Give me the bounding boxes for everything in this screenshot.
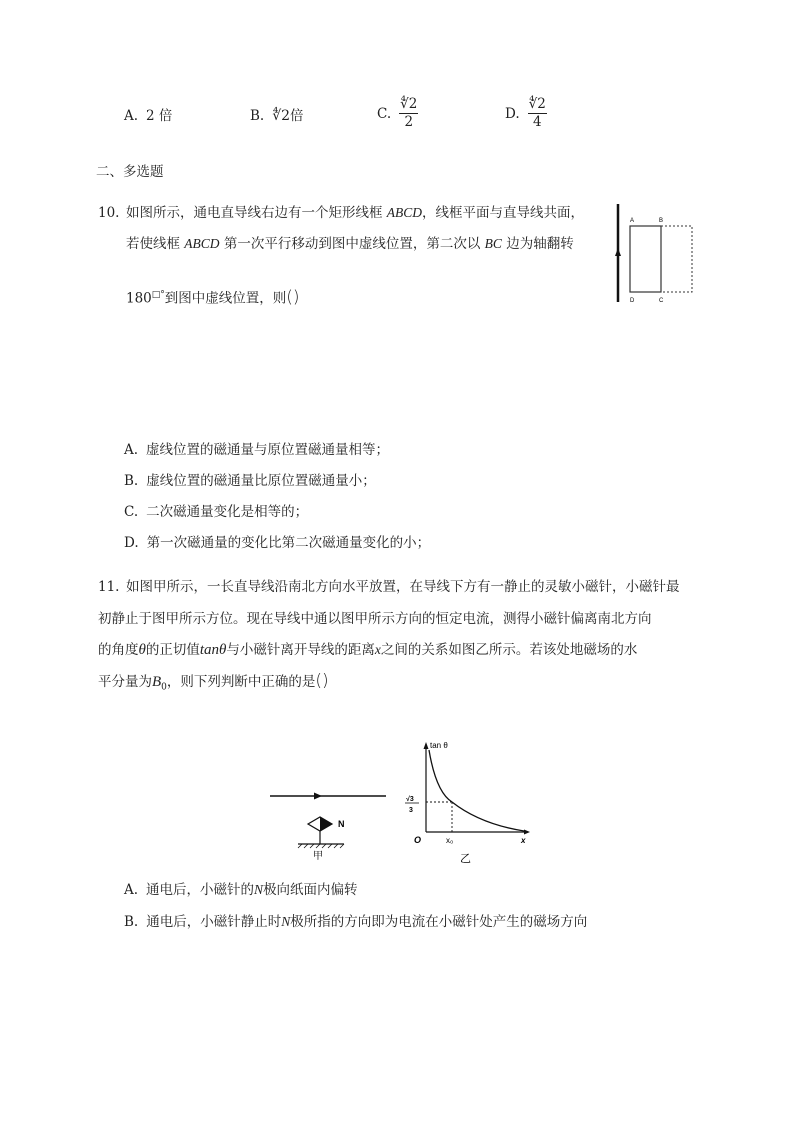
q11-line-2: 初静止于图甲所示方位。现在导线中通以图甲所示方向的恒定电流，测得小磁针偏离南北方向 bbox=[98, 611, 652, 627]
n-label: N bbox=[338, 819, 345, 829]
q10-option-a bbox=[124, 440, 389, 460]
math-subscript: 0 bbox=[161, 682, 167, 693]
math-x: x bbox=[374, 642, 381, 657]
x-tick-label: x₀ bbox=[446, 836, 454, 845]
text: 的角度 bbox=[98, 642, 139, 658]
y-tick-num: √3 bbox=[406, 796, 414, 803]
text: 第一次平行移动到图中虚线位置，第二次以 bbox=[219, 236, 485, 252]
label-d: D bbox=[630, 298, 635, 304]
fraction-denominator: 2 bbox=[404, 114, 414, 130]
angle-value: 180 bbox=[126, 290, 152, 307]
answer-paren: () bbox=[315, 671, 329, 691]
loop-dashed bbox=[661, 226, 692, 292]
option-text: 虚线位置的磁通量与原位置磁通量相等； bbox=[146, 442, 390, 458]
option-label: A. bbox=[124, 108, 139, 124]
math-n: N bbox=[281, 914, 291, 929]
fraction bbox=[528, 96, 547, 131]
q11-option-b bbox=[124, 912, 587, 932]
text: ，线框平面与直导线共面， bbox=[422, 205, 585, 221]
y-tick-den: 3 bbox=[409, 807, 413, 814]
option-label: C. bbox=[377, 105, 392, 122]
option-label: B. bbox=[124, 473, 139, 489]
q10-line-2 bbox=[126, 234, 574, 254]
math-n: N bbox=[254, 882, 264, 897]
option-text: 二次磁通量变化是相等的； bbox=[146, 504, 309, 520]
math: ABCD bbox=[184, 236, 220, 251]
option-label: B. bbox=[250, 108, 265, 124]
q11-figure-yi bbox=[400, 740, 540, 866]
text: 若使线框 bbox=[126, 236, 185, 252]
q10-option-b bbox=[124, 471, 376, 491]
option-text: 第一次磁通量的变化比第二次磁通量变化的小； bbox=[146, 535, 431, 551]
option-text: 虚线位置的磁通量比原位置磁通量小； bbox=[146, 473, 376, 489]
option-label: D. bbox=[124, 535, 139, 551]
option-text: 通电后，小磁针的 bbox=[146, 882, 255, 898]
option-d bbox=[505, 96, 547, 131]
q10-line-1 bbox=[126, 203, 584, 223]
loop-abcd bbox=[630, 226, 661, 292]
q10-line-3 bbox=[126, 285, 300, 309]
option-text: 2 倍 bbox=[146, 108, 173, 124]
math: BC bbox=[484, 236, 502, 251]
label-a: A bbox=[630, 218, 635, 224]
option-label: A. bbox=[124, 882, 139, 898]
text: 边为轴翻转 bbox=[501, 236, 574, 252]
label-b: B bbox=[659, 218, 664, 224]
q11-figure-jia bbox=[268, 780, 392, 860]
text: ，则下列判断中正确的是 bbox=[166, 674, 316, 690]
question-number: 10. bbox=[98, 205, 120, 221]
option-text: 极向纸面内偏转 bbox=[263, 882, 358, 898]
q11-line-1: 如图甲所示，一长直导线沿南北方向水平放置，在导线下方有一静止的灵敏小磁针，小磁针最 bbox=[126, 579, 680, 595]
option-text: 通电后，小磁针静止时 bbox=[146, 914, 282, 930]
option-a bbox=[124, 106, 172, 126]
option-suffix: 倍 bbox=[290, 108, 304, 124]
fraction-denominator: 4 bbox=[532, 114, 542, 130]
text: 如图所示，通电直导线右边有一个矩形线框 bbox=[126, 205, 387, 221]
math-tan: tanθ bbox=[199, 642, 227, 658]
q11-line-3 bbox=[98, 640, 637, 660]
option-label: C. bbox=[124, 504, 139, 520]
text: 之间的关系如图乙所示。若该处地磁场的水 bbox=[380, 642, 638, 658]
fraction-numerator: ∜2 bbox=[400, 96, 418, 112]
label-c: C bbox=[659, 298, 664, 304]
option-label: A. bbox=[124, 442, 139, 458]
option-label: B. bbox=[124, 914, 139, 930]
text: 与小磁针离开导线的距离 bbox=[226, 642, 375, 658]
q10-figure bbox=[612, 204, 698, 306]
option-b bbox=[250, 106, 304, 126]
fraction bbox=[399, 96, 418, 131]
fraction-numerator: ∜2 bbox=[528, 96, 546, 112]
answer-paren: () bbox=[286, 287, 300, 308]
math-theta: θ bbox=[138, 642, 146, 658]
radical: ∜2 bbox=[272, 108, 291, 124]
yi-label: 乙 bbox=[460, 853, 471, 865]
text: 平分量为 bbox=[98, 674, 152, 690]
y-axis-label: tan θ bbox=[430, 741, 448, 750]
jia-label: 甲 bbox=[313, 851, 323, 860]
q11-option-a bbox=[124, 880, 358, 900]
curve bbox=[429, 750, 524, 831]
section-title: 二、多选题 bbox=[96, 164, 164, 180]
question-number: 11. bbox=[98, 579, 120, 595]
q10-option-d bbox=[124, 533, 430, 553]
current-arrow-icon bbox=[615, 248, 621, 256]
y-axis-arrow-icon bbox=[424, 742, 429, 749]
option-text: 极所指的方向即为电流在小磁针处产生的磁场方向 bbox=[290, 914, 588, 930]
q11-line-4 bbox=[98, 671, 329, 698]
x-axis-label: x bbox=[521, 836, 526, 845]
text: 到图中虚线位置，则 bbox=[164, 290, 287, 307]
origin-label: O bbox=[414, 835, 422, 845]
q10-option-c bbox=[124, 502, 308, 522]
math-b: B bbox=[152, 674, 162, 690]
x-axis-arrow-icon bbox=[524, 830, 530, 835]
degree-mark: □° bbox=[151, 290, 165, 300]
text: 的正切值 bbox=[145, 642, 200, 658]
math: ABCD bbox=[386, 205, 423, 220]
needle-north-half bbox=[320, 817, 332, 831]
option-c bbox=[377, 96, 418, 131]
option-label: D. bbox=[505, 105, 520, 122]
current-arrow-icon bbox=[314, 793, 322, 800]
